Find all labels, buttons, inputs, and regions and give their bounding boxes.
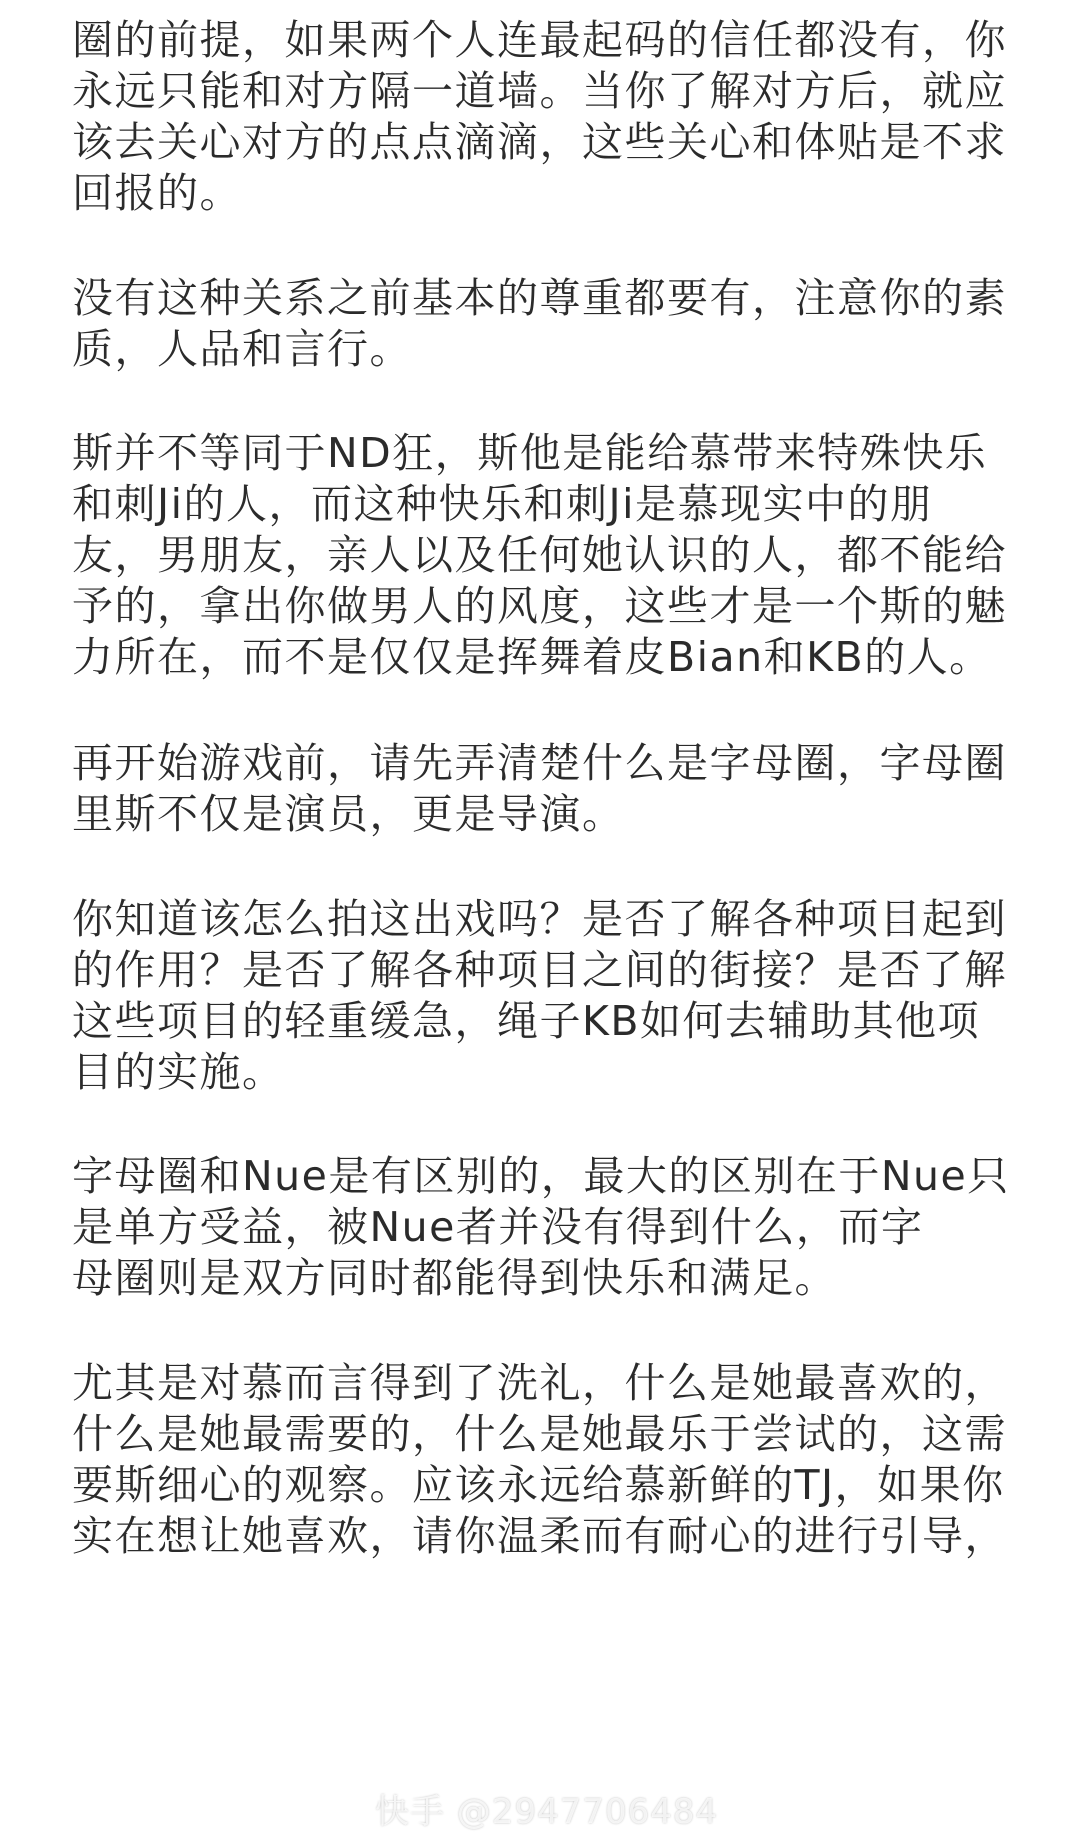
text-line: 回报的。 — [72, 169, 242, 217]
text-line: 友，男朋友，亲人以及任何她认识的人，都不能给 — [72, 531, 1007, 579]
text-line: 圈的前提，如果两个人连最起码的信任都没有，你 — [72, 16, 1007, 64]
text-line: 质，人品和言行。 — [72, 325, 412, 373]
text-line: 这些项目的轻重缓急，绳子KB如何去辅助其他项 — [72, 997, 981, 1045]
text-line: 你知道该怎么拍这出戏吗？是否了解各种项目起到 — [72, 895, 1007, 943]
text-line: 里斯不仅是演员，更是导演。 — [72, 790, 625, 838]
text-line: 什么是她最需要的，什么是她最乐于尝试的，这需 — [72, 1410, 1007, 1458]
watermark: 快手 @2947706484 — [375, 1792, 719, 1832]
text-line: 目的实施。 — [72, 1048, 285, 1096]
text-line: 该去关心对方的点点滴滴，这些关心和体贴是不求 — [72, 118, 1007, 166]
text-line: 尤其是对慕而言得到了洗礼，什么是她最喜欢的， — [72, 1359, 1007, 1407]
text-line: 实在想让她喜欢，请你温柔而有耐心的进行引导， — [72, 1512, 1007, 1560]
text-line: 的作用？是否了解各种项目之间的街接？是否了解 — [72, 946, 1007, 994]
text-line: 母圈则是双方同时都能得到快乐和满足。 — [72, 1254, 837, 1302]
text-line: 永远只能和对方隔一道墙。当你了解对方后，就应 — [72, 67, 1007, 115]
text-line: 字母圈和Nue是有区别的，最大的区别在于Nue只 — [72, 1152, 1010, 1200]
text-line: 没有这种关系之前基本的尊重都要有，注意你的素 — [72, 274, 1007, 322]
text-line: 是单方受益，被Nue者并没有得到什么，而字 — [72, 1203, 924, 1251]
text-line: 斯并不等同于ND狂，斯他是能给慕带来特殊快乐 — [72, 429, 988, 477]
text-line: 要斯细心的观察。应该永远给慕新鲜的TJ，如果你 — [72, 1461, 1005, 1509]
text-line: 和刺Ji的人，而这种快乐和刺Ji是慕现实中的朋 — [72, 480, 933, 528]
text-line: 力所在，而不是仅仅是挥舞着皮Bian和KB的人。 — [72, 633, 992, 681]
text-line: 再开始游戏前，请先弄清楚什么是字母圈，字母圈 — [72, 739, 1007, 787]
text-line: 予的，拿出你做男人的风度，这些才是一个斯的魅 — [72, 582, 1007, 630]
